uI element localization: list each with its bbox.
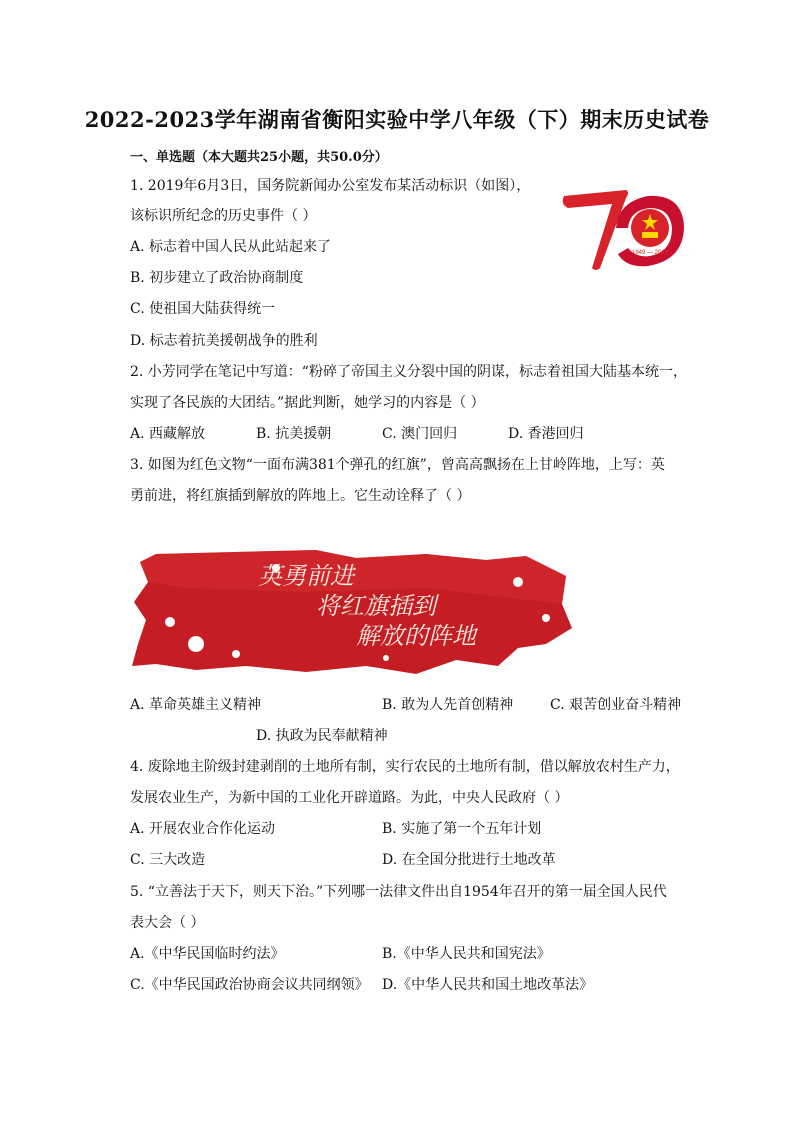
question-2-option-b: B. 抗美援朝	[256, 426, 332, 442]
flag-text-line-1: 英勇前进	[258, 562, 354, 590]
question-1-option-c: C. 使祖国大陆获得统一	[130, 301, 276, 317]
bullet-hole	[513, 577, 523, 587]
page-title: 2022-2023学年湖南省衡阳实验中学八年级（下）期末历史试卷	[84, 107, 710, 132]
bullet-hole	[188, 636, 204, 652]
question-2-line-2: 实现了各民族的大团结。”据此判断，她学习的内容是（ ）	[130, 395, 485, 411]
question-1-option-a: A. 标志着中国人民从此站起来了	[130, 239, 332, 255]
question-2-option-d: D. 香港回归	[508, 426, 584, 442]
question-3-line-1: 3. 如图为红色文物“一面布满381个弹孔的红旗”，曾高高飘扬在上甘岭阵地，上写：英	[130, 457, 665, 473]
question-1-option-b: B. 初步建立了政治协商制度	[130, 270, 304, 286]
bullet-hole	[383, 655, 389, 661]
question-5-option-b: B.《中华人民共和国宪法》	[382, 946, 551, 962]
flag-text-line-3: 解放的阵地	[356, 622, 476, 650]
question-1-line-1: 1. 2019年6月3日，国务院新闻办公室发布某活动标识（如图），	[130, 178, 531, 194]
question-5-line-1: 5. “立善法于天下，则天下治。”下列哪一法律文件出自1954年召开的第一届全国人民代	[130, 884, 667, 900]
question-2-option-c: C. 澳门回归	[382, 426, 458, 442]
section-heading: 一、单选题（本大题共25小题，共50.0分）	[130, 150, 388, 165]
question-5-option-a: A.《中华民国临时约法》	[130, 946, 285, 962]
question-4-line-2: 发展农业生产，为新中国的工业化开辟道路。为此，中央人民政府（ ）	[130, 790, 569, 806]
bullet-hole	[232, 650, 240, 658]
bullet-hole	[165, 617, 175, 627]
question-3-option-b: B. 敢为人先首创精神	[382, 697, 514, 713]
red-flag-image	[126, 548, 578, 680]
question-3-option-c: C. 艰苦创业奋斗精神	[550, 697, 682, 713]
logo-years: 1949 — 2019	[631, 250, 669, 256]
question-4-option-a: A. 开展农业合作化运动	[130, 821, 276, 837]
question-1-line-2: 该标识所纪念的历史事件（ ）	[130, 208, 317, 224]
logo-seven-shape	[563, 190, 628, 270]
question-2-line-1: 2. 小芳同学在笔记中写道：“粉碎了帝国主义分裂中国的阴谋，标志着祖国大陆基本统一，	[130, 364, 687, 380]
flag-text-line-2: 将红旗插到	[316, 592, 436, 620]
question-3-line-2: 勇前进，将红旗插到解放的阵地上。它生动诠释了（ ）	[130, 488, 471, 504]
question-5-option-d: D.《中华人民共和国土地改革法》	[382, 977, 594, 993]
question-5-option-c: C.《中华民国政治协商会议共同纲领》	[130, 977, 369, 993]
question-4-option-b: B. 实施了第一个五年计划	[382, 821, 542, 837]
question-4-line-1: 4. 废除地主阶级封建剥削的土地所有制，实行农民的土地所有制，借以解放农村生产力，	[130, 759, 680, 775]
question-3-option-d: D. 执政为民奉献精神	[256, 728, 388, 744]
bullet-hole	[542, 614, 550, 622]
question-3-option-a: A. 革命英雄主义精神	[130, 697, 262, 713]
question-4-option-d: D. 在全国分批进行土地改革	[382, 852, 556, 868]
logo-tiananmen-icon	[642, 232, 658, 238]
anniversary-70-logo	[556, 182, 690, 274]
question-5-line-2: 表大会（ ）	[130, 915, 205, 931]
question-2-option-a: A. 西藏解放	[130, 426, 206, 442]
question-4-option-c: C. 三大改造	[130, 852, 206, 868]
question-1-option-d: D. 标志着抗美援朝战争的胜利	[130, 333, 318, 349]
